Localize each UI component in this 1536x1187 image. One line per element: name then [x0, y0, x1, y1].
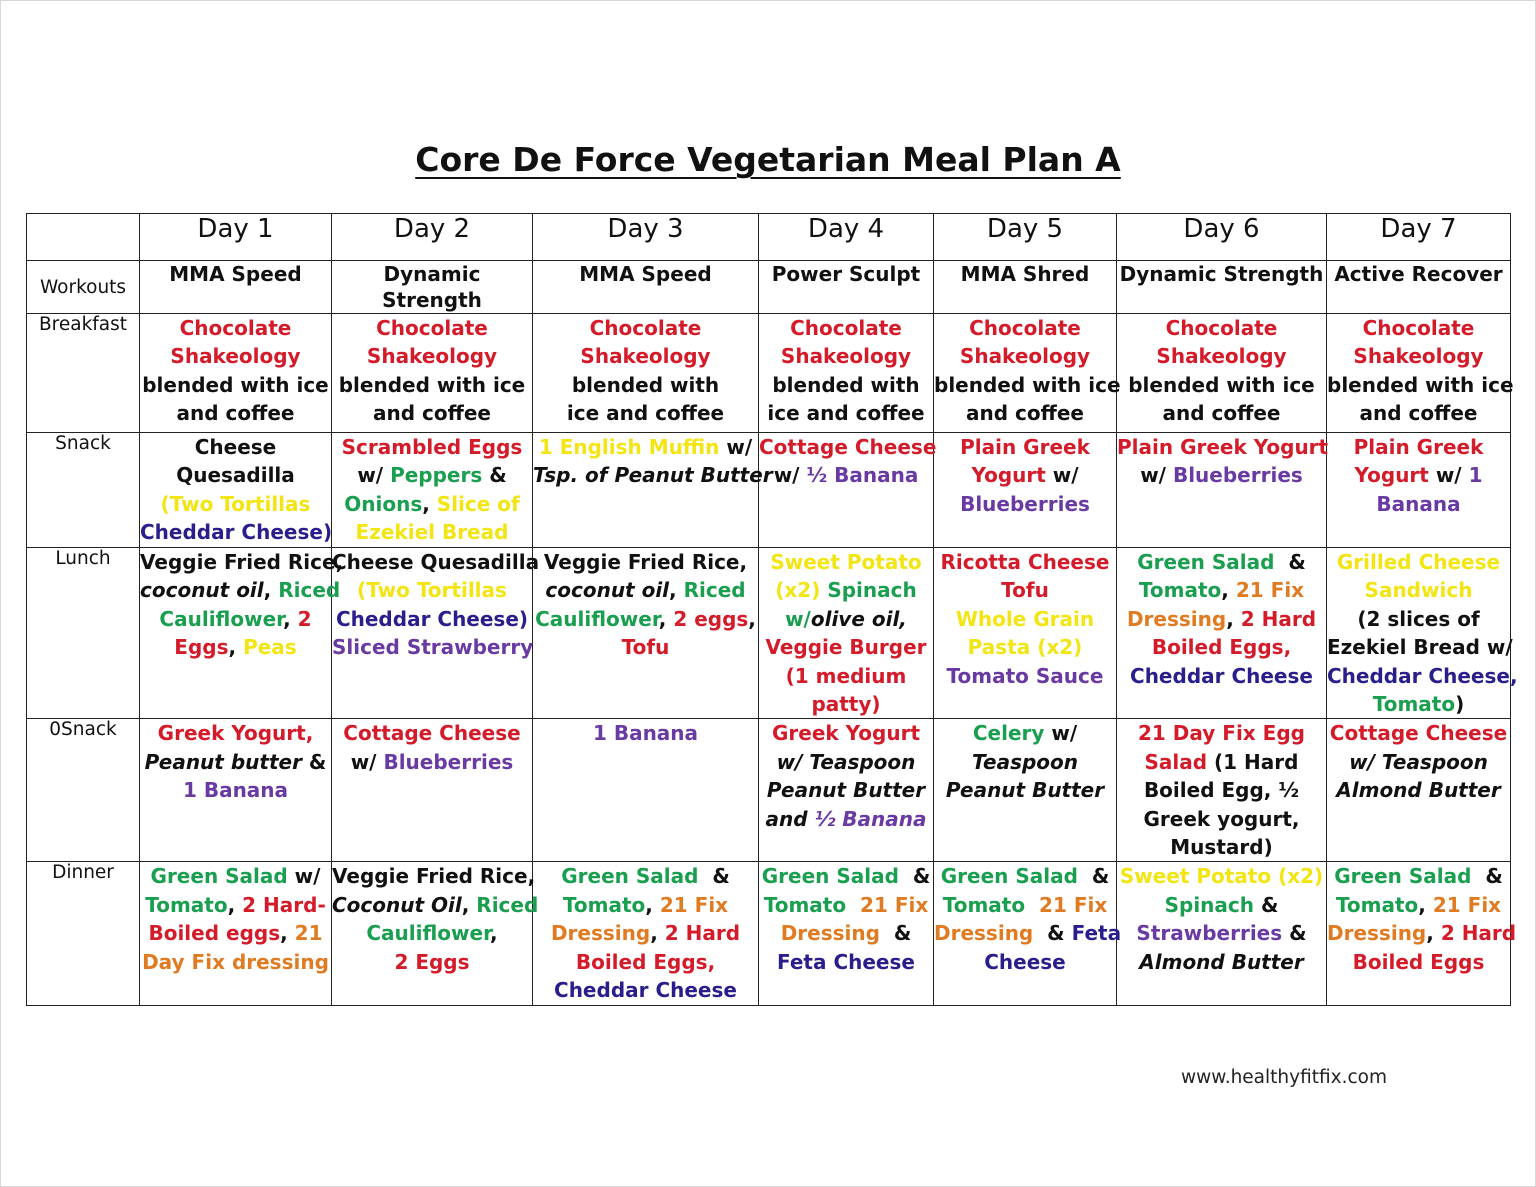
meal-text-segment: Sliced Strawberry: [332, 635, 534, 660]
meal-text-segment: blended with ice: [142, 372, 329, 397]
meal-text-segment: (2 slices of: [1357, 606, 1480, 631]
dinner-cell: [934, 862, 1122, 1005]
dinner-cell: [140, 862, 332, 1005]
meal-text-segment: (Two Tortillas: [160, 491, 311, 516]
meal-text-segment: Blueberries: [383, 749, 514, 774]
lunch-cell: [1117, 548, 1327, 719]
meal-text-segment: Green Salad: [1334, 864, 1472, 889]
meal-text-segment: Green Salad: [561, 864, 699, 889]
workout-cell: MMA Speed: [140, 261, 332, 314]
snack2-cell: [1117, 719, 1327, 862]
meal-text-segment: 2 Hard: [1240, 606, 1317, 631]
meal-text-segment: Dressing: [780, 921, 880, 946]
meal-text-segment: Tofu: [1001, 578, 1049, 603]
meal-text-segment: Chocolate: [1362, 316, 1475, 340]
meal-text-segment: Cheddar Cheese,: [1327, 663, 1518, 688]
meal-text-segment: Yogurt: [971, 463, 1046, 488]
meal-text-segment: Dressing: [1126, 606, 1227, 631]
meal-text-segment: (x2): [775, 578, 821, 603]
meal-text-segment: 21 Day Fix Egg: [1138, 721, 1305, 746]
meal-text-segment: Dressing: [1327, 921, 1427, 946]
meal-text-segment: Plain Greek: [1353, 435, 1484, 459]
meal-text-segment: Green Salad: [150, 864, 288, 889]
meal-text-segment: Almond Butter: [1336, 778, 1501, 803]
meal-text-segment: ,: [658, 606, 674, 631]
meal-text-segment: ice and coffee: [566, 401, 725, 426]
meal-text-segment: 1 Banana: [182, 778, 289, 803]
workout-cell: Dynamic Strength: [332, 261, 533, 314]
meal-text-segment: Boiled Eggs: [1352, 949, 1485, 974]
meal-text-segment: &: [1033, 921, 1072, 946]
snack2-cell: [759, 719, 934, 862]
meal-text-segment: Tomato: [145, 892, 228, 917]
meal-text-segment: Cheddar Cheese): [335, 606, 529, 631]
meal-text-segment: Feta Cheese: [777, 949, 915, 974]
meal-text-segment: Cauliflower: [159, 606, 284, 631]
meal-text-segment: blended with: [772, 372, 920, 397]
workout-cell: Power Sculpt: [759, 261, 934, 314]
breakfast-cell: [1117, 314, 1327, 433]
lunch-row: [27, 548, 1511, 719]
meal-text-segment: Banana: [1376, 491, 1461, 516]
meal-text-segment: (1 medium: [785, 663, 907, 688]
day-header: Day 4: [759, 214, 934, 261]
meal-text-segment: Cauliflower: [366, 921, 491, 946]
workout-cell: Active Recover: [1327, 261, 1511, 314]
meal-text-segment: 21 Fix: [1025, 892, 1108, 917]
meal-text-segment: blended with ice: [1327, 372, 1514, 397]
breakfast-row: [27, 314, 1511, 433]
meal-text-segment: Almond Butter: [1139, 949, 1304, 974]
meal-text-segment: Cheese: [194, 435, 277, 459]
meal-text-segment: Tofu: [621, 635, 670, 660]
meal-text-segment: blended with ice: [934, 372, 1121, 397]
meal-text-segment: Mustard): [1170, 835, 1273, 860]
meal-text-segment: Cheddar Cheese: [554, 978, 737, 1003]
meal-text-segment: ,: [283, 606, 298, 631]
breakfast-cell: [140, 314, 332, 433]
meal-text-segment: ): [1455, 692, 1465, 717]
meal-text-segment: Yogurt: [1354, 463, 1429, 488]
meal-text-segment: w/: [1140, 463, 1173, 488]
meal-text-segment: 2: [297, 606, 312, 631]
meal-text-segment: w/: [287, 864, 321, 889]
meal-text-segment: &: [301, 749, 327, 774]
meal-text-segment: Chocolate: [790, 316, 902, 340]
meal-text-segment: w/: [719, 435, 753, 459]
meal-text-segment: Tomato Sauce: [946, 663, 1104, 688]
meal-text-segment: 21 Fix: [1432, 892, 1502, 917]
meal-text-segment: patty): [811, 692, 881, 717]
meal-text-segment: Tomato: [562, 892, 646, 917]
meal-text-segment: Boiled Eggs,: [1151, 635, 1292, 660]
meal-text-segment: Tomato: [1138, 578, 1222, 603]
meal-text-segment: Cheddar Cheese: [1130, 663, 1313, 688]
meal-text-segment: ,: [461, 892, 477, 917]
meal-text-segment: blended with ice: [1128, 372, 1315, 397]
meal-text-segment: Riced: [683, 578, 746, 603]
day-header: Day 6: [1117, 214, 1327, 261]
meal-text-segment: Grilled Cheese: [1336, 550, 1501, 574]
meal-text-segment: ,: [422, 491, 437, 516]
breakfast-cell: [1327, 314, 1514, 433]
meal-plan-table: [26, 213, 1518, 1006]
workouts-row: [27, 261, 1511, 314]
meal-text-segment: ½ Banana: [806, 463, 919, 488]
meal-text-segment: Whole Grain: [955, 606, 1095, 631]
meal-text-segment: ,: [228, 635, 244, 660]
row-label-snack: Snack: [27, 433, 140, 548]
meal-text-segment: Cottage Cheese: [1329, 721, 1508, 746]
snack-cell: [759, 433, 937, 548]
meal-text-segment: Chocolate: [376, 316, 488, 340]
meal-text-segment: Shakeology: [366, 344, 498, 369]
meal-text-segment: and coffee: [1162, 401, 1281, 426]
meal-text-segment: Celery: [972, 721, 1045, 746]
snack2-cell: [1327, 719, 1511, 862]
meal-text-segment: &: [898, 864, 931, 889]
meal-text-segment: blended with ice: [338, 372, 526, 397]
lunch-cell: [332, 548, 540, 719]
meal-text-segment: ,: [1221, 578, 1236, 603]
meal-text-segment: Chocolate: [969, 316, 1081, 340]
header-row: [27, 214, 1511, 261]
meal-text-segment: Tomato: [763, 892, 847, 917]
meal-text-segment: Tomato: [1335, 892, 1419, 917]
snack-cell: [332, 433, 533, 548]
meal-text-segment: Ezekiel Bread w/: [1327, 635, 1513, 660]
meal-text-segment: ,: [1418, 892, 1433, 917]
meal-text-segment: Peanut Butter: [945, 778, 1105, 803]
meal-text-segment: Cottage Cheese: [759, 435, 937, 459]
meal-text-segment: coconut oil: [140, 578, 264, 603]
meal-text-segment: w/ Teaspoon: [776, 749, 916, 774]
meal-text-segment: Ezekiel Bread: [355, 520, 509, 545]
meal-text-segment: Scrambled Eggs: [341, 435, 523, 459]
snack2-cell: [533, 719, 759, 862]
meal-text-segment: w/: [1428, 463, 1469, 488]
meal-text-segment: 2 Hard: [1440, 921, 1517, 946]
meal-text-segment: Quesadilla: [176, 463, 295, 488]
meal-text-segment: Shakeology: [580, 344, 711, 369]
meal-text-segment: (1 Hard: [1207, 749, 1299, 774]
meal-text-segment: Boiled eggs: [148, 921, 281, 946]
meal-text-segment: Chocolate: [1165, 316, 1278, 340]
snack-cell: [140, 433, 332, 548]
snack-cell: [934, 433, 1117, 548]
meal-text-segment: 21 Fix: [846, 892, 929, 917]
day-header: Day 1: [140, 214, 332, 261]
snack2-cell: [332, 719, 533, 862]
dinner-cell: [332, 862, 539, 1005]
row-label-lunch: Lunch: [27, 548, 140, 719]
meal-text-segment: Coconut Oil: [332, 892, 462, 917]
meal-text-segment: 21 Fix: [659, 892, 729, 917]
workout-cell: MMA Speed: [533, 261, 759, 314]
meal-text-segment: 21: [294, 921, 323, 946]
meal-text-segment: and coffee: [966, 401, 1084, 426]
meal-text-segment: and: [765, 806, 815, 831]
page-title-text: Core De Force Vegetarian Meal Plan A: [415, 140, 1121, 179]
meal-text-segment: Tomato: [942, 892, 1026, 917]
meal-text-segment: Feta: [1071, 921, 1122, 946]
meal-text-segment: 2 Hard-: [242, 892, 326, 917]
meal-text-segment: Sweet Potato (x2): [1119, 864, 1324, 889]
dinner-cell: [759, 862, 934, 1005]
meal-text-segment: Spinach: [820, 578, 917, 603]
meal-text-segment: 2 Eggs: [394, 949, 470, 974]
row-label-workouts: Workouts: [27, 261, 140, 314]
dinner-row: [27, 862, 1511, 1005]
day-header: Day 2: [332, 214, 533, 261]
meal-text-segment: ,: [1226, 606, 1241, 631]
meal-text-segment: Greek Yogurt,: [157, 721, 314, 746]
meal-text-segment: Greek Yogurt: [771, 721, 921, 746]
meal-text-segment: Green Salad: [761, 864, 899, 889]
row-label-snack2: 0Snack: [27, 719, 140, 862]
meal-text-segment: &: [879, 921, 912, 946]
meal-text-segment: and coffee: [176, 401, 295, 426]
meal-text-segment: w/: [1045, 463, 1079, 488]
meal-text-segment: Shakeology: [170, 344, 301, 369]
meal-text-segment: Eggs: [174, 635, 229, 660]
dinner-cell: [1117, 862, 1327, 1005]
breakfast-cell: [934, 314, 1121, 433]
meal-text-segment: w/ Teaspoon: [1349, 749, 1488, 774]
corner-cell: [27, 214, 140, 261]
meal-text-segment: ,: [650, 921, 665, 946]
breakfast-cell: [332, 314, 533, 433]
meal-text-segment: &: [482, 463, 507, 488]
lunch-cell: [934, 548, 1117, 719]
meal-text-segment: Strawberries: [1136, 921, 1283, 946]
page-title: [0, 140, 1536, 179]
meal-text-segment: ,: [1426, 921, 1441, 946]
meal-text-segment: Riced: [476, 892, 539, 917]
meal-text-segment: Tsp. of Peanut Butter: [533, 463, 773, 488]
day-header: Day 3: [533, 214, 759, 261]
snack2-row: [27, 719, 1511, 862]
meal-text-segment: blended with: [571, 372, 720, 397]
meal-text-segment: Chocolate: [589, 316, 702, 340]
meal-text-segment: Shakeology: [780, 344, 912, 369]
meal-text-segment: Cheese: [984, 949, 1066, 974]
meal-text-segment: ,: [669, 578, 684, 603]
meal-text-segment: Shakeology: [1353, 344, 1484, 369]
snack2-cell: [140, 719, 332, 862]
meal-text-segment: Veggie Fried Rice,: [140, 550, 344, 574]
meal-text-segment: ,: [645, 892, 660, 917]
meal-text-segment: 1: [1468, 463, 1483, 488]
meal-text-segment: ,: [490, 921, 498, 946]
meal-text-segment: Green Salad: [940, 864, 1078, 889]
lunch-cell: [759, 548, 934, 719]
snack-cell: [1327, 433, 1511, 548]
meal-text-segment: and coffee: [373, 401, 491, 426]
meal-text-segment: 2 eggs: [673, 606, 749, 631]
meal-text-segment: Shakeology: [1156, 344, 1287, 369]
meal-text-segment: Cottage Cheese: [343, 721, 521, 746]
snack-cell: [1117, 433, 1327, 548]
meal-text-segment: w/: [785, 606, 811, 631]
meal-text-segment: Sweet Potato: [770, 550, 922, 574]
meal-text-segment: Cauliflower: [535, 606, 659, 631]
meal-text-segment: ½ Banana: [814, 806, 927, 831]
meal-text-segment: Sandwich: [1364, 578, 1473, 603]
snack2-cell: [934, 719, 1117, 862]
meal-text-segment: &: [1471, 864, 1503, 889]
lunch-cell: [533, 548, 759, 719]
meal-text-segment: Pasta (x2): [967, 635, 1083, 660]
snack-row: [27, 433, 1511, 548]
day-header: Day 7: [1327, 214, 1511, 261]
meal-text-segment: ice and coffee: [767, 401, 925, 426]
meal-text-segment: Onions: [344, 491, 423, 516]
meal-text-segment: Teaspoon: [971, 749, 1079, 774]
meal-text-segment: Peas: [243, 635, 297, 660]
meal-text-segment: &: [1274, 550, 1306, 574]
meal-text-segment: Peppers: [390, 463, 483, 488]
snack-cell: [533, 433, 773, 548]
meal-text-segment: Riced: [278, 578, 341, 603]
row-label-breakfast: Breakfast: [27, 314, 140, 433]
source-url: www.healthyfitfix.com: [1181, 1067, 1387, 1088]
meal-text-segment: Peanut Butter: [766, 778, 926, 803]
meal-text-segment: 1 Banana: [592, 721, 699, 746]
meal-text-segment: Blueberries: [960, 491, 1090, 516]
meal-text-segment: Dressing: [550, 921, 651, 946]
breakfast-cell: [759, 314, 934, 433]
meal-text-segment: Boiled Egg, ½: [1143, 778, 1300, 803]
dinner-cell: [533, 862, 759, 1005]
meal-text-segment: &: [1077, 864, 1110, 889]
meal-text-segment: Veggie Fried Rice,: [543, 550, 748, 574]
meal-text-segment: Cheddar Cheese): [140, 520, 333, 545]
meal-text-segment: and coffee: [1359, 401, 1478, 426]
meal-text-segment: Spinach: [1164, 892, 1254, 917]
meal-text-segment: ,: [263, 578, 279, 603]
meal-text-segment: &: [1282, 921, 1307, 946]
meal-text-segment: Greek yogurt,: [1143, 806, 1300, 831]
meal-text-segment: Veggie Fried Rice,: [332, 864, 536, 889]
meal-text-segment: olive oil,: [810, 606, 907, 631]
meal-text-segment: w/: [773, 463, 807, 488]
meal-text-segment: ,: [748, 606, 756, 631]
meal-text-segment: 2 Hard: [664, 921, 741, 946]
lunch-cell: [140, 548, 344, 719]
meal-text-segment: Boiled Eggs,: [575, 949, 716, 974]
day-header: Day 5: [934, 214, 1117, 261]
meal-text-segment: &: [698, 864, 730, 889]
meal-text-segment: ,: [227, 892, 243, 917]
workout-cell: Dynamic Strength: [1117, 261, 1327, 314]
meal-text-segment: Green Salad: [1137, 550, 1275, 574]
meal-text-segment: 21 Fix: [1235, 578, 1305, 603]
lunch-cell: [1327, 548, 1518, 719]
meal-text-segment: Plain Greek Yogurt: [1117, 435, 1329, 459]
meal-text-segment: Slice of: [436, 491, 520, 516]
meal-text-segment: coconut oil: [545, 578, 670, 603]
meal-text-segment: Chocolate: [179, 316, 292, 340]
meal-text-segment: Salad: [1144, 749, 1208, 774]
meal-text-segment: (Two Tortillas: [357, 578, 507, 603]
meal-text-segment: w/: [350, 749, 384, 774]
breakfast-cell: [533, 314, 759, 433]
meal-text-segment: Blueberries: [1172, 463, 1303, 488]
meal-text-segment: Plain Greek: [960, 435, 1090, 459]
meal-text-segment: Tomato: [1372, 692, 1456, 717]
meal-text-segment: Ricotta Cheese: [940, 550, 1110, 574]
meal-text-segment: Day Fix dressing: [142, 949, 329, 974]
workout-cell: MMA Shred: [934, 261, 1117, 314]
meal-text-segment: &: [1254, 892, 1279, 917]
meal-text-segment: Shakeology: [959, 344, 1091, 369]
meal-text-segment: Veggie Burger: [765, 635, 927, 660]
meal-text-segment: Peanut butter: [144, 749, 302, 774]
row-label-dinner: Dinner: [27, 862, 140, 1005]
meal-text-segment: ,: [280, 921, 295, 946]
meal-text-segment: Dressing: [934, 921, 1034, 946]
meal-text-segment: w/: [357, 463, 391, 488]
dinner-cell: [1327, 862, 1517, 1005]
meal-text-segment: Cheese Quesadilla: [332, 550, 540, 574]
meal-text-segment: 1 English Muffin: [538, 435, 720, 459]
meal-text-segment: w/: [1044, 721, 1078, 746]
